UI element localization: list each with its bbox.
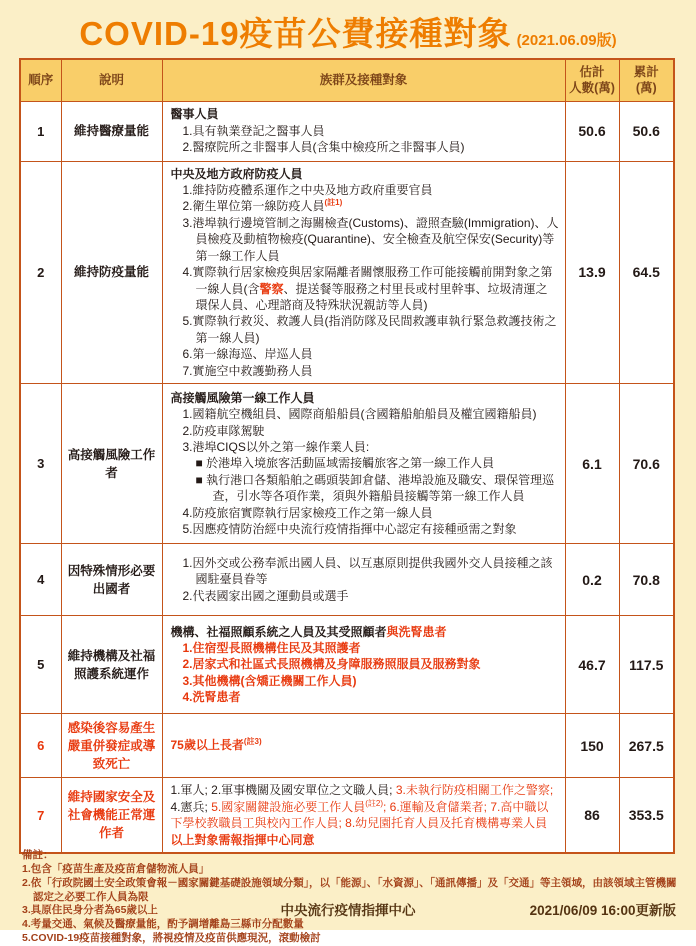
text-span: 4.憲兵; — [170, 799, 212, 814]
table-header — [20, 59, 674, 101]
cumulative-cell: 50.6 — [619, 101, 674, 161]
content-line — [183, 123, 560, 139]
note-item: 2.依「行政院國土安全政策會報－國家關鍵基礎設施領域分類」，以「能源」、「水資源」、「通訊傳播」及「交通」等主領域，由該領域主管機關認定之必要工作人員為限 — [22, 876, 677, 903]
cumulative-cell: 117.5 — [619, 616, 674, 714]
vaccine-table — [19, 58, 675, 854]
page-title: COVID-19疫苗公費接種對象 — [79, 15, 512, 52]
text-span: 、提送餐等服務之村里長或村里幹事、垃圾清運之環保人員、心理諮商及特殊狀況親訪等人員) — [195, 281, 548, 312]
text-span: 3.港埠CIQS以外之第一線作業人員: — [182, 440, 370, 455]
text-span: 4.實際執行居家檢疫與居家隔離者關懷服務工作可能接觸前開對象之第一線人員(含 — [182, 265, 553, 296]
content-line — [196, 455, 560, 471]
content-line — [183, 363, 560, 379]
estimated-cell: 13.9 — [565, 161, 619, 384]
content-cell — [162, 544, 565, 616]
column-header: 說明 — [61, 59, 162, 101]
text-span: ■ 於港埠入境旅客活動區域需接觸旅客之第一線工作人員 — [195, 456, 495, 471]
order-cell: 6 — [20, 714, 61, 778]
text-span: 警察 — [259, 281, 284, 296]
content-line — [171, 782, 560, 831]
text-span: 2.衛生單位第一線防疫人員 — [182, 199, 325, 214]
content-line — [183, 198, 560, 214]
content-line — [183, 215, 560, 264]
table-row — [20, 384, 674, 544]
content-line — [171, 624, 560, 640]
content-cell — [162, 714, 565, 778]
text-span: (註1) — [324, 198, 343, 208]
content-cell — [162, 778, 565, 853]
desc-cell: 維持機構及社福照護系統運作 — [61, 616, 162, 714]
text-span: 5.實際執行救災、救護人員(指消防隊及民間救護車執行緊急救護技術之第一線人員) — [182, 314, 557, 345]
text-span: 6.第一線海巡、岸巡人員 — [182, 347, 313, 362]
desc-cell: 維持國家安全及社會機能正常運作者 — [61, 778, 162, 853]
footer-date: 2021/06/09 16:00更新版 — [529, 903, 676, 918]
content-line — [196, 472, 560, 505]
desc-cell: 維持防疫量能 — [61, 161, 162, 384]
estimated-cell: 6.1 — [565, 384, 619, 544]
content-line — [183, 439, 560, 455]
note-item: 4.考量交通、氣候及醫療量能，酌予調增離島三縣市分配數量 — [22, 918, 304, 931]
order-cell: 1 — [20, 101, 61, 161]
table-row — [20, 161, 674, 384]
text-span: 3.港埠執行邊境管制之海關檢查(Customs)、證照查驗(Immigration)、人員檢疫及動植物檢疫(Quarantine)、安全檢查及航空保安(Security)等第一線工作人員 — [182, 215, 559, 263]
notes-section — [22, 849, 682, 946]
text-span: 1.具有執業登記之醫事人員 — [182, 123, 325, 138]
text-span: ; 6.運輸及倉儲業者; 7.高中職以下學校教職員工與校內工作人員; 8.幼兒園托育人員及托育機構專業人員 — [170, 799, 549, 831]
estimated-cell: 46.7 — [565, 616, 619, 714]
content-cell — [162, 384, 565, 544]
text-span: 5.因應疫情防治經中央流行疫情指揮中心認定有接種亟需之對象 — [182, 522, 517, 537]
content-line — [183, 139, 560, 155]
text-span: (註3) — [243, 737, 262, 747]
content-line — [183, 313, 560, 346]
header-row — [20, 59, 674, 101]
content-line — [183, 588, 560, 604]
cumulative-cell: 267.5 — [619, 714, 674, 778]
table-row — [20, 544, 674, 616]
text-span: 1.維持防疫體系運作之中央及地方政府重要官員 — [182, 182, 433, 197]
note-item: 5.COVID-19疫苗接種對象，將視疫情及疫苗供應現況，滾動檢討 — [22, 932, 321, 945]
order-cell: 4 — [20, 544, 61, 616]
text-span: 1.軍人; 2.軍事機關及國安單位之文職人員; — [170, 783, 396, 798]
text-span: 2.醫療院所之非醫事人員(含集中檢疫所之非醫事人員) — [182, 140, 465, 155]
content-line — [183, 182, 560, 198]
content-line — [171, 390, 560, 406]
content-line — [183, 656, 560, 672]
text-span: 機構、社福照顧系統之人員及其受照顧者 — [170, 624, 387, 639]
table-row — [20, 101, 674, 161]
content-cell — [162, 616, 565, 714]
note-item: 3.具原住民身分者為65歲以上 — [22, 904, 158, 917]
content-line — [183, 406, 560, 422]
page-header — [0, 8, 696, 55]
column-header: 族群及接種對象 — [162, 59, 565, 101]
content-cell — [162, 101, 565, 161]
content-line — [183, 555, 560, 588]
text-span: 75歲以上長者 — [170, 738, 244, 753]
estimated-cell: 0.2 — [565, 544, 619, 616]
table-body — [20, 101, 674, 853]
text-span: 1.因外交或公務奉派出國人員、以互惠原則提供我國外交人員接種之該國駐臺員眷等 — [182, 556, 553, 587]
text-span: 2.防疫車隊駕駛 — [182, 423, 265, 438]
notes-title: 備註： — [22, 849, 54, 861]
order-cell: 7 — [20, 778, 61, 853]
text-span: 與洗腎患者 — [386, 624, 447, 639]
content-line — [183, 521, 560, 537]
content-line — [183, 346, 560, 362]
text-span: 4.防疫旅宿實際執行居家檢疫工作之第一線人員 — [182, 505, 433, 520]
estimated-cell: 86 — [565, 778, 619, 853]
desc-cell: 感染後容易產生嚴重併發症或導致死亡 — [61, 714, 162, 778]
order-cell: 2 — [20, 161, 61, 384]
cumulative-cell: 64.5 — [619, 161, 674, 384]
content-line — [171, 737, 560, 753]
desc-cell: 因特殊情形必要出國者 — [61, 544, 162, 616]
cumulative-cell: 353.5 — [619, 778, 674, 853]
content-line — [183, 673, 560, 689]
order-cell: 5 — [20, 616, 61, 714]
content-line — [171, 166, 560, 182]
text-span: 3.其他機構(含矯正機關工作人員) — [182, 673, 357, 688]
table-row — [20, 714, 674, 778]
desc-cell: 維持醫療量能 — [61, 101, 162, 161]
content-line — [183, 689, 560, 705]
text-span: ■ 執行港口各類船舶之碼頭裝卸倉儲、港埠設施及職安、環保管理巡查，引水等各項作業，須與外籍船員接觸等第一線工作人員 — [195, 472, 555, 504]
content-line — [183, 264, 560, 313]
text-span: 3.未執行防疫相關工作之警察; — [395, 783, 554, 798]
content-line — [183, 423, 560, 439]
text-span: 5.國家關鍵設施必要工作人員 — [211, 799, 366, 814]
cumulative-cell: 70.6 — [619, 384, 674, 544]
text-span: 4.洗腎患者 — [182, 690, 241, 705]
content-line — [171, 832, 560, 848]
page-title-version: (2021.06.09版) — [516, 32, 617, 49]
text-span: 中央及地方政府防疫人員 — [170, 166, 303, 181]
table-row — [20, 616, 674, 714]
content-line — [183, 505, 560, 521]
cumulative-cell: 70.8 — [619, 544, 674, 616]
page-footer — [0, 899, 696, 921]
text-span: (註2) — [365, 798, 383, 808]
text-span: 2.代表國家出國之運動員或選手 — [182, 588, 349, 603]
text-span: 7.實施空中救護勤務人員 — [182, 363, 313, 378]
text-span: 1.國籍航空機組員、國際商船船員(含國籍船舶船員及權宜國籍船員) — [182, 407, 537, 422]
footer-agency: 中央流行疫情指揮中心 — [280, 903, 416, 918]
column-header: 累計 (萬) — [619, 59, 674, 101]
estimated-cell: 50.6 — [565, 101, 619, 161]
column-header: 估計 人數(萬) — [565, 59, 619, 101]
note-item: 1.包含「疫苗生產及疫苗倉儲物流人員」 — [22, 862, 210, 875]
column-header: 順序 — [20, 59, 61, 101]
content-cell — [162, 161, 565, 384]
text-span: 以上對象需報指揮中心同意 — [170, 832, 315, 847]
content-line — [183, 640, 560, 656]
text-span: 醫事人員 — [170, 107, 219, 122]
content-line — [171, 106, 560, 122]
desc-cell: 高接觸風險工作者 — [61, 384, 162, 544]
table-row — [20, 778, 674, 853]
text-span: 2.居家式和社區式長照機構及身障服務照服員及服務對象 — [182, 657, 481, 672]
text-span: 1.住宿型長照機構住民及其照護者 — [182, 641, 361, 656]
order-cell: 3 — [20, 384, 61, 544]
text-span: 高接觸風險第一線工作人員 — [170, 390, 315, 405]
estimated-cell: 150 — [565, 714, 619, 778]
